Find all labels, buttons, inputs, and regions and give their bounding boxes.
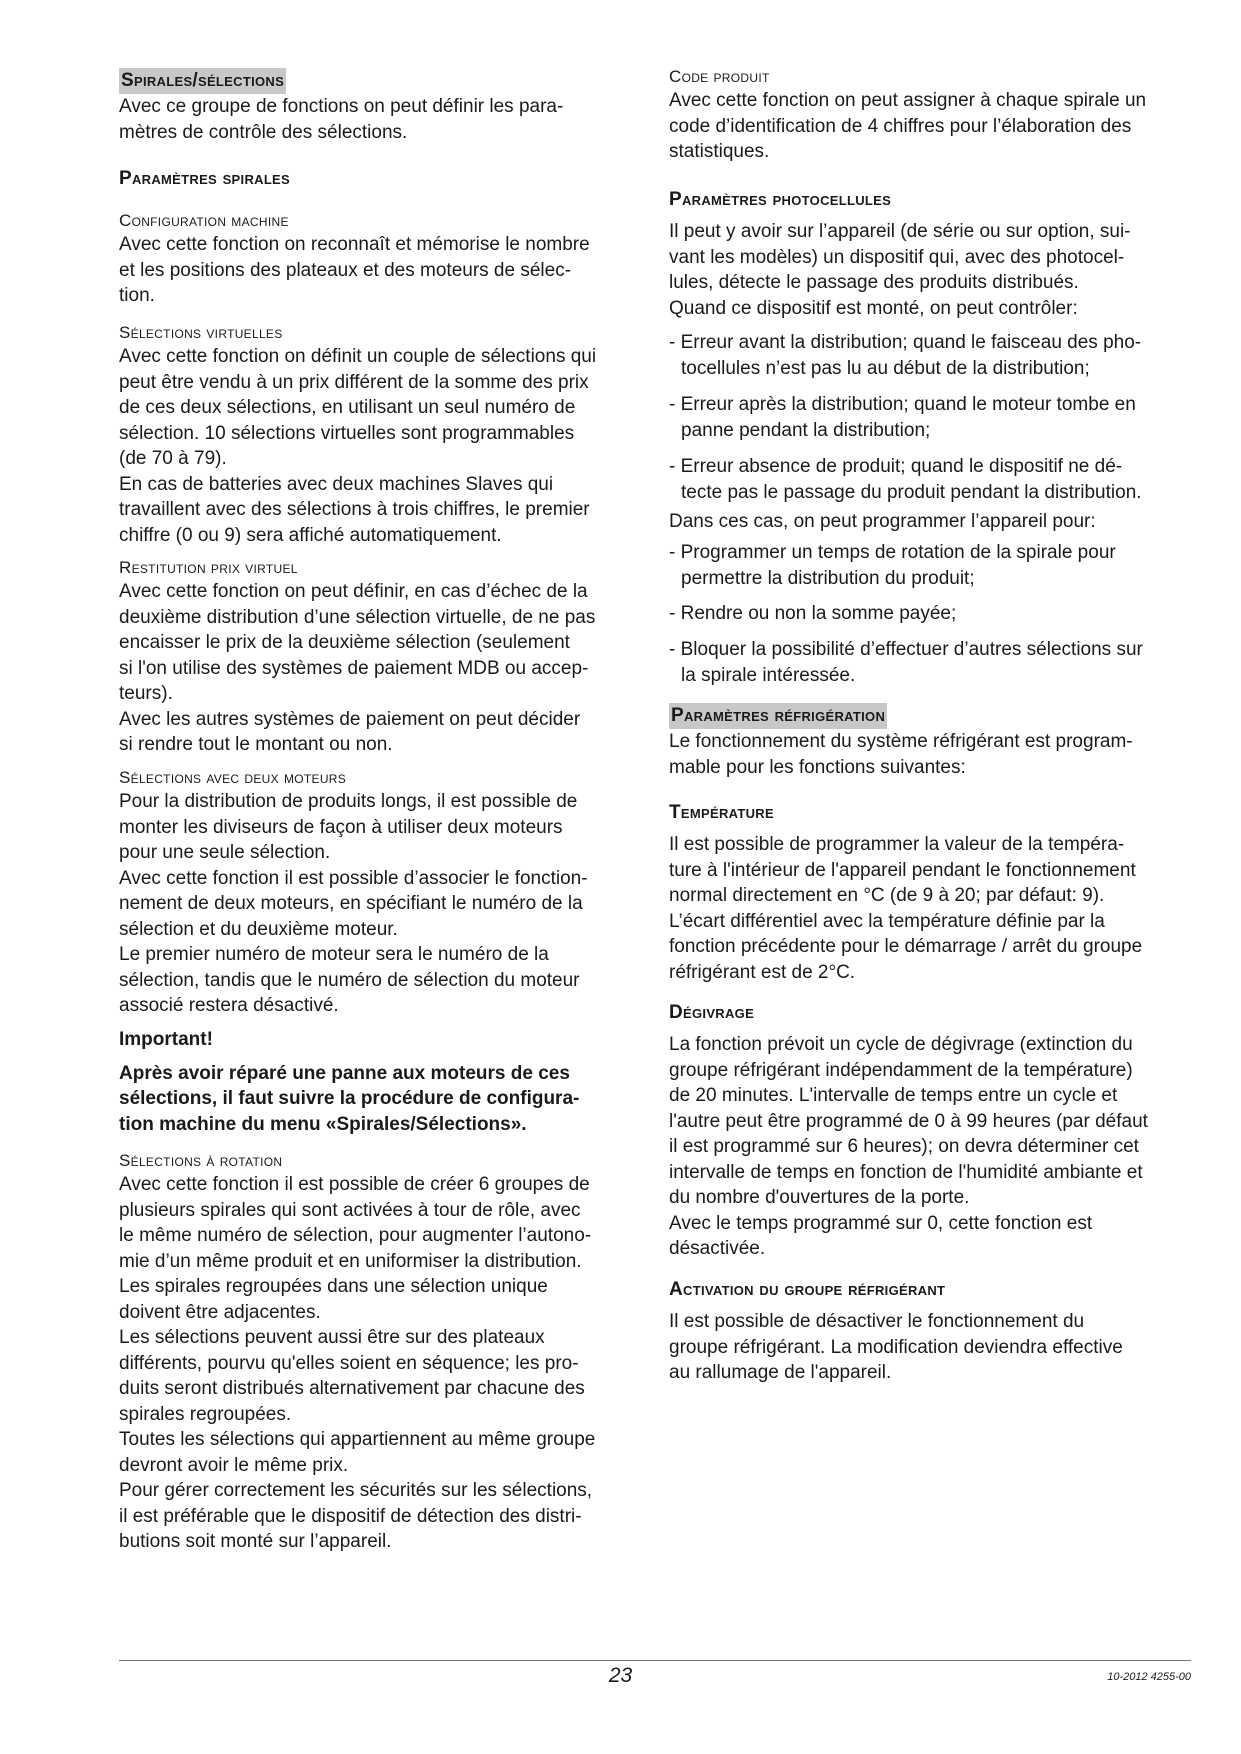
text-line: chiffre (0 ou 9) sera affiché automatiquement.	[119, 524, 502, 546]
section-spirales-selections	[119, 68, 647, 145]
text-line: ture à l'intérieur de l'appareil pendant le fonctionnement	[669, 859, 1136, 881]
text-line: Avec cette fonction on peut définir, en cas d’échec de la	[119, 581, 588, 602]
text-line: - Erreur après la distribution; quand le moteur tombe en	[669, 394, 1136, 415]
text-line: différents, pourvu qu'elles soient en séquence; les pro-	[119, 1352, 579, 1374]
section-heading: Paramètres photocellules	[669, 189, 892, 210]
section-restitution-prix-virtuel	[119, 557, 647, 758]
text-line: du nombre d'ouvertures de la porte.	[669, 1187, 970, 1208]
text-line: de 20 minutes. L'intervalle de temps entre un cycle et	[669, 1085, 1118, 1106]
section-heading: Dégivrage	[669, 1002, 755, 1023]
text-line: sélection et du deuxième moteur.	[119, 918, 398, 940]
section-temperature	[669, 800, 1197, 985]
text-line: Quand ce dispositif est monté, on peut contrôler:	[669, 297, 1078, 319]
section-body	[669, 219, 1197, 321]
text-line: sélection, tandis que le numéro de sélection du moteur	[119, 969, 580, 991]
text-line: Il est possible de programmer la valeur de la tempéra-	[669, 834, 1125, 855]
text-line: Il peut y avoir sur l’appareil (de série ou sur option, sui-	[669, 221, 1131, 242]
text-line: pour une seule sélection.	[119, 842, 331, 863]
text-line: si rendre tout le montant ou non.	[119, 734, 393, 755]
text-line: Dans ces cas, on peut programmer l’appareil pour:	[669, 511, 1096, 532]
section-body	[669, 729, 1197, 780]
text-line: devront avoir le même prix.	[119, 1454, 349, 1476]
text-line: groupe réfrigérant indépendamment de la température)	[669, 1059, 1133, 1081]
text-line: Pour gérer correctement les sécurités sur les sélections,	[119, 1480, 593, 1501]
text-line: Après avoir réparé une panne aux moteurs de ces	[119, 1062, 570, 1084]
text-line: tocellules n’est pas lu au début de la distribution;	[681, 357, 1090, 379]
highlighted-heading: Paramètres réfrigération	[669, 703, 887, 729]
section-body	[669, 1032, 1197, 1262]
text-line: Avec cette fonction on peut assigner à chaque spirale un	[669, 90, 1147, 111]
text-line: tion machine du menu «Spirales/Sélections».	[119, 1113, 527, 1135]
text-line: - Rendre ou non la somme payée;	[669, 603, 957, 624]
text-line: code d’identification de 4 chiffres pour l’élaboration des	[669, 115, 1132, 137]
text-line: Le premier numéro de moteur sera le numéro de la	[119, 944, 549, 965]
subsection-heading: Code produit	[669, 67, 770, 86]
text-line: de ces deux sélections, en utilisant un seul numéro de	[119, 397, 576, 418]
section-body	[119, 1172, 647, 1555]
text-line: vant les modèles) un dispositif qui, avec des photocel-	[669, 246, 1125, 268]
paragraph	[669, 509, 1197, 535]
section-body	[119, 579, 647, 758]
text-line: mable pour les fonctions suivantes:	[669, 756, 966, 778]
text-line: statistiques.	[669, 141, 770, 162]
list-item	[669, 540, 1197, 591]
text-line: mie d’un même produit et en uniformiser la distribution.	[119, 1250, 582, 1272]
section-body	[119, 232, 647, 309]
footer-divider	[119, 1660, 1191, 1661]
text-line: - Erreur avant la distribution; quand le faisceau des pho-	[669, 332, 1142, 353]
section-body	[119, 94, 647, 145]
important-label: Important!	[119, 1029, 213, 1050]
text-line: peut être vendu à un prix différent de la somme des prix	[119, 371, 589, 393]
text-line: panne pendant la distribution;	[681, 419, 931, 441]
list-item	[669, 330, 1197, 381]
subsection-heading: Restitution prix virtuel	[119, 558, 298, 577]
section-heading: Température	[669, 802, 774, 823]
text-line: il est préférable que le dispositif de détection des distri-	[119, 1505, 582, 1527]
text-line: butions soit monté sur l’appareil.	[119, 1531, 392, 1552]
text-line: travaillent avec des sélections à trois chiffres, le premier	[119, 499, 590, 520]
text-line: si l'on utilise des systèmes de paiement MDB ou accep-	[119, 657, 589, 679]
text-line: il est programmé sur 6 heures); on devra déterminer cet	[669, 1136, 1139, 1157]
text-line: réfrigérant est de 2°C.	[669, 961, 856, 983]
text-line: Les spirales regroupées dans une sélection unique	[119, 1276, 548, 1297]
section-heading: Activation du groupe réfrigérant	[669, 1279, 946, 1300]
list-item	[669, 601, 1197, 627]
section-selections-rotation	[119, 1150, 647, 1555]
text-line: (de 70 à 79).	[119, 448, 227, 469]
text-line: désactivée.	[669, 1238, 766, 1259]
text-line: Toutes les sélections qui appartiennent au même groupe	[119, 1429, 596, 1450]
text-line: deuxième distribution d’une sélection virtuelle, de ne pas	[119, 606, 596, 628]
text-line: La fonction prévoit un cycle de dégivrage (extinction du	[669, 1034, 1133, 1055]
page-number: 23	[608, 1664, 633, 1687]
document-code: 10-2012 4255-00	[1107, 1671, 1191, 1683]
text-line: Avec cette fonction il est possible d’associer le fonction-	[119, 867, 588, 889]
text-line: la spirale intéressée.	[681, 664, 856, 686]
text-line: - Bloquer la possibilité d’effectuer d’autres sélections sur	[669, 639, 1143, 660]
text-line: Avec cette fonction on définit un couple de sélections qui	[119, 346, 597, 367]
text-line: Pour la distribution de produits longs, il est possible de	[119, 791, 578, 812]
text-line: monter les diviseurs de façon à utiliser deux moteurs	[119, 816, 563, 838]
section-code-produit	[669, 66, 1197, 165]
text-line: et les positions des plateaux et des moteurs de sélec-	[119, 259, 572, 281]
text-line: duits seront distribués alternativement par chacune des	[119, 1378, 585, 1399]
text-line: teurs).	[119, 683, 173, 704]
list-item	[669, 454, 1197, 505]
text-line: Avec les autres systèmes de paiement on peut décider	[119, 708, 581, 730]
text-line: Avec le temps programmé sur 0, cette fonction est	[669, 1212, 1093, 1234]
section-body	[669, 88, 1197, 165]
list-item	[669, 392, 1197, 443]
section-selections-virtuelles	[119, 322, 647, 548]
text-line: au rallumage de l'appareil.	[669, 1362, 892, 1383]
text-line: Avec cette fonction il est possible de créer 6 groupes de	[119, 1174, 590, 1195]
list-item	[669, 637, 1197, 688]
text-line: Les sélections peuvent aussi être sur des plateaux	[119, 1327, 545, 1348]
subsection-heading: Sélections avec deux moteurs	[119, 768, 347, 787]
text-line: Il est possible de désactiver le fonctionnement du	[669, 1311, 1085, 1332]
text-line: - Programmer un temps de rotation de la spirale pour	[669, 542, 1116, 563]
section-body	[669, 1309, 1197, 1386]
section-configuration-machine	[119, 210, 647, 309]
text-line: lules, détecte le passage des produits distribués.	[669, 272, 1079, 293]
text-line: normal directement en °C (de 9 à 20; par défaut: 9).	[669, 885, 1105, 906]
subsection-heading: Sélections à rotation	[119, 1151, 283, 1170]
text-line: - Erreur absence de produit; quand le dispositif ne dé-	[669, 456, 1123, 477]
section-body	[119, 344, 647, 548]
section-parametres-spirales	[119, 166, 647, 192]
section-body	[119, 789, 647, 1019]
section-heading	[119, 68, 647, 94]
section-selections-deux-moteurs	[119, 767, 647, 1019]
text-line: le même numéro de sélection, pour augmenter l’autono-	[119, 1225, 592, 1246]
text-line: nement de deux moteurs, en spécifiant le numéro de la	[119, 893, 583, 914]
text-line: associé restera désactivé.	[119, 995, 339, 1016]
important-note	[119, 1027, 647, 1137]
section-body	[669, 832, 1197, 985]
text-line: encaisser le prix de la deuxième sélection (seulement	[119, 632, 570, 653]
important-body	[119, 1061, 647, 1138]
highlighted-heading: Spirales/sélections	[119, 68, 286, 94]
text-line: intervalle de temps en fonction de l'humidité ambiante et	[669, 1161, 1143, 1183]
text-line: groupe réfrigérant. La modification deviendra effective	[669, 1336, 1123, 1358]
subsection-heading: Configuration machine	[119, 211, 289, 230]
section-heading: Paramètres spirales	[119, 168, 290, 189]
section-heading	[669, 703, 1197, 729]
text-line: fonction précédente pour le démarrage / arrêt du groupe	[669, 936, 1143, 957]
section-parametres-photocellules	[669, 187, 1197, 321]
text-line: sélection. 10 sélections virtuelles sont programmables	[119, 422, 575, 444]
text-line: doivent être adjacentes.	[119, 1301, 321, 1323]
text-line: l'autre peut être programmé de 0 à 99 heures (par défaut	[669, 1110, 1148, 1132]
text-line: Avec cette fonction on reconnaît et mémorise le nombre	[119, 234, 590, 255]
section-parametres-refrigeration	[669, 703, 1197, 780]
text-line: En cas de batteries avec deux machines Slaves qui	[119, 473, 554, 495]
text-line: plusieurs spirales qui sont activées à tour de rôle, avec	[119, 1199, 581, 1221]
text-line: spirales regroupées.	[119, 1403, 292, 1425]
text-line: mètres de contrôle des sélections.	[119, 121, 408, 143]
text-line: L’écart différentiel avec la température définie par la	[669, 910, 1105, 932]
text-line: Le fonctionnement du système réfrigérant est program-	[669, 731, 1133, 752]
text-line: tion.	[119, 285, 155, 306]
section-activation-groupe-refrigerant	[669, 1277, 1197, 1386]
section-degivrage	[669, 1000, 1197, 1262]
text-line: tecte pas le passage du produit pendant la distribution.	[681, 481, 1142, 503]
subsection-heading: Sélections virtuelles	[119, 323, 283, 342]
text-line: permettre la distribution du produit;	[681, 567, 975, 589]
text-line: Avec ce groupe de fonctions on peut définir les para-	[119, 96, 564, 117]
text-line: sélections, il faut suivre la procédure de configura-	[119, 1088, 580, 1109]
